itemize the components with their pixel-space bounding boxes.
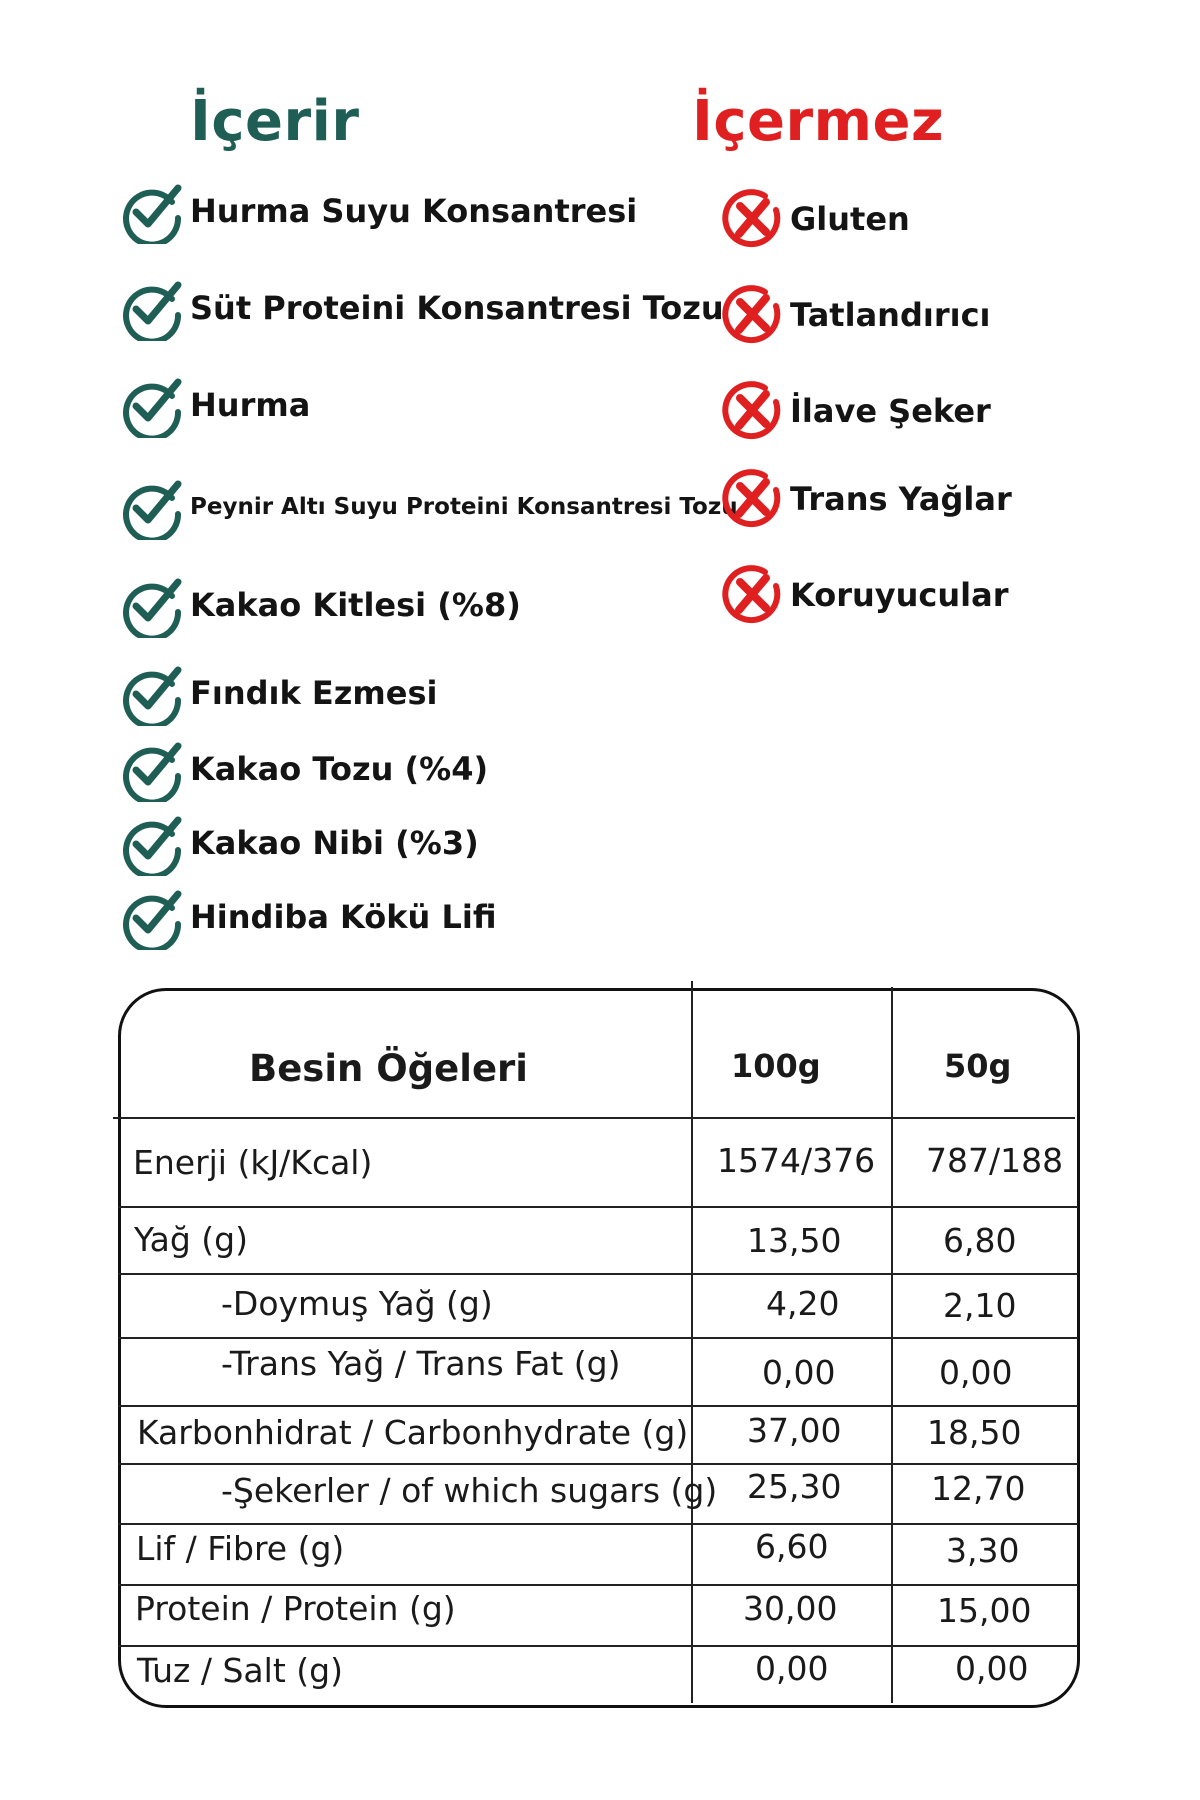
row-divider — [118, 1463, 1078, 1465]
contains-item — [120, 178, 637, 244]
cross-circle-icon — [720, 282, 786, 348]
cross-circle-icon — [720, 562, 786, 628]
value-100g: 30,00 — [743, 1589, 838, 1628]
column-divider — [691, 981, 693, 1703]
not-contains-item-label: İlave Şeker — [790, 392, 991, 430]
not-contains-item — [720, 186, 910, 252]
nutrition-header-label: Besin Öğeleri — [249, 1047, 528, 1090]
row-divider — [113, 1117, 1075, 1119]
contains-item-label: Kakao Nibi (%3) — [190, 824, 479, 862]
contains-item — [120, 810, 479, 876]
check-circle-icon — [120, 660, 186, 726]
value-100g: 1574/376 — [717, 1141, 876, 1180]
value-100g: 25,30 — [747, 1467, 842, 1506]
value-50g: 0,00 — [955, 1649, 1029, 1688]
check-circle-icon — [120, 810, 186, 876]
not-contains-heading: İçermez — [692, 89, 945, 154]
contains-item — [120, 372, 310, 438]
not-contains-item — [720, 282, 991, 348]
nutrition-table — [118, 988, 1080, 1708]
value-50g: 12,70 — [931, 1469, 1026, 1508]
row-divider — [118, 1405, 1078, 1407]
cross-circle-icon — [720, 466, 786, 532]
value-100g: 37,00 — [747, 1411, 842, 1450]
check-circle-icon — [120, 372, 186, 438]
column-divider — [891, 987, 893, 1703]
contains-item-label: Hurma — [190, 386, 311, 424]
row-divider — [118, 1206, 1078, 1208]
not-contains-item-label: Trans Yağlar — [790, 480, 1012, 518]
nutrition-header-50g: 50g — [944, 1047, 1012, 1085]
value-50g: 15,00 — [937, 1591, 1032, 1630]
value-50g: 787/188 — [926, 1141, 1064, 1180]
nutrient-label: Lif / Fibre (g) — [136, 1529, 345, 1568]
contains-item — [120, 572, 521, 638]
row-divider — [118, 1523, 1078, 1525]
contains-item — [120, 884, 497, 950]
cross-circle-icon — [720, 186, 786, 252]
not-contains-item — [720, 562, 1009, 628]
row-divider — [118, 1645, 1078, 1647]
not-contains-item-label: Gluten — [790, 200, 910, 238]
not-contains-item — [720, 466, 1012, 532]
nutrient-label: Tuz / Salt (g) — [137, 1651, 343, 1690]
contains-item-label: Kakao Tozu (%4) — [190, 750, 489, 788]
contains-item-label: Süt Proteini Konsantresi Tozu — [190, 289, 724, 327]
check-circle-icon — [120, 736, 186, 802]
nutrient-label: Protein / Protein (g) — [135, 1589, 456, 1628]
row-divider — [118, 1273, 1078, 1275]
nutrient-label: -Şekerler / of which sugars (g) — [221, 1471, 718, 1510]
contains-heading: İçerir — [190, 89, 360, 154]
value-100g: 0,00 — [762, 1353, 836, 1392]
nutrient-label: Karbonhidrat / Carbonhydrate (g) — [137, 1413, 689, 1452]
value-100g: 6,60 — [755, 1527, 829, 1566]
value-50g: 0,00 — [939, 1353, 1013, 1392]
check-circle-icon — [120, 884, 186, 950]
not-contains-item-label: Tatlandırıcı — [790, 296, 991, 334]
cross-circle-icon — [720, 378, 786, 444]
value-100g: 0,00 — [755, 1649, 829, 1688]
nutrient-label: Yağ (g) — [134, 1220, 248, 1259]
nutrient-label: -Trans Yağ / Trans Fat (g) — [221, 1344, 621, 1383]
nutrition-header-100g: 100g — [731, 1047, 821, 1085]
check-circle-icon — [120, 178, 186, 244]
value-50g: 18,50 — [927, 1413, 1022, 1452]
contains-item-label: Kakao Kitlesi (%8) — [190, 586, 521, 624]
contains-item-label: Hurma Suyu Konsantresi — [190, 192, 638, 230]
contains-item — [120, 660, 437, 726]
contains-item — [120, 275, 724, 341]
nutrient-label: Enerji (kJ/Kcal) — [133, 1143, 373, 1182]
check-circle-icon — [120, 572, 186, 638]
value-100g: 4,20 — [766, 1284, 840, 1323]
value-50g: 3,30 — [946, 1531, 1020, 1570]
row-divider — [118, 1584, 1078, 1586]
value-50g: 2,10 — [943, 1286, 1017, 1325]
check-circle-icon — [120, 275, 186, 341]
row-divider — [118, 1337, 1078, 1339]
value-100g: 13,50 — [747, 1221, 842, 1260]
contains-item — [120, 736, 488, 802]
contains-item-label: Hindiba Kökü Lifi — [190, 898, 497, 936]
nutrient-label: -Doymuş Yağ (g) — [221, 1284, 493, 1323]
check-circle-icon — [120, 474, 186, 540]
contains-item-label: Peynir Altı Suyu Proteini Konsantresi Tozu — [190, 494, 738, 520]
not-contains-item — [720, 378, 991, 444]
not-contains-item-label: Koruyucular — [790, 576, 1009, 614]
contains-item — [120, 474, 738, 540]
contains-item-label: Fındık Ezmesi — [190, 674, 438, 712]
value-50g: 6,80 — [943, 1221, 1017, 1260]
